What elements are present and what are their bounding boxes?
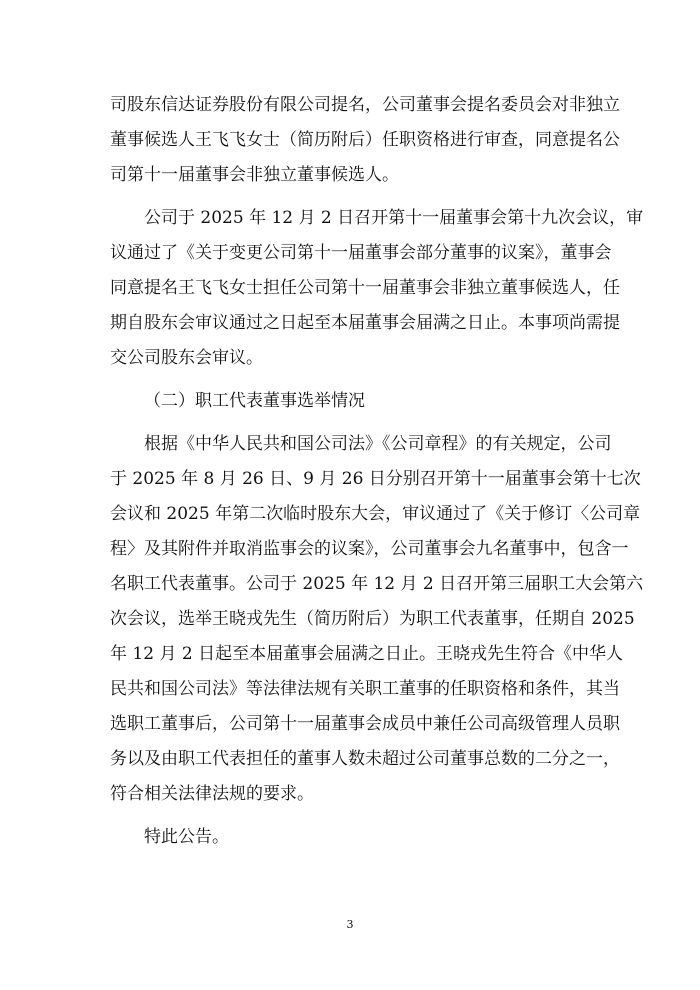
text-line: 于 2025 年 8 月 26 日、9 月 26 日分别召开第十一届董事会第十七次	[110, 469, 641, 489]
page-number: 3	[346, 918, 354, 931]
paragraph-nominee-review	[110, 88, 620, 193]
text-line: 交公司股东会审议。	[110, 348, 263, 368]
text-line: 董事候选人王飞飞女士（简历附后）任职资格进行审查，同意提名公	[110, 130, 620, 150]
text-line: 特此公告。	[144, 827, 229, 847]
text-line: 司第十一届董事会非独立董事候选人。	[110, 165, 399, 185]
paragraph-employee-director	[110, 427, 644, 812]
closing-statement	[110, 820, 594, 855]
document-body	[110, 88, 644, 855]
text-line: 同意提名王飞飞女士担任公司第十一届董事会非独立董事候选人，任	[110, 278, 620, 298]
text-line: 会议和 2025 年第二次临时股东大会，审议通过了《关于修订〈公司章	[110, 504, 641, 524]
section-heading	[110, 384, 594, 419]
text-line: 民共和国公司法》等法律法规有关职工董事的任职资格和条件，其当	[110, 679, 620, 699]
text-line: 务以及由职工代表担任的董事人数未超过公司董事总数的二分之一，	[110, 749, 620, 769]
text-line: 议通过了《关于变更公司第十一届董事会部分董事的议案》，董事会	[110, 243, 612, 263]
paragraph-board-meeting	[110, 201, 644, 376]
text-line: 根据《中华人民共和国公司法》《公司章程》的有关规定，公司	[144, 434, 612, 454]
text-line: 次会议，选举王晓戎先生（简历附后）为职工代表董事，任期自 2025	[110, 609, 635, 629]
text-line: 年 12 月 2 日起至本届董事会届满之日止。王晓戎先生符合《中华人	[110, 644, 624, 664]
text-line: 程〉及其附件并取消监事会的议案》，公司董事会九名董事中，包含一	[110, 539, 629, 559]
heading-text: （二）职工代表董事选举情况	[144, 391, 365, 411]
text-line: 符合相关法律法规的要求。	[110, 784, 314, 804]
text-line: 司股东信达证券股份有限公司提名，公司董事会提名委员会对非独立	[110, 95, 620, 115]
text-line: 公司于 2025 年 12 月 2 日召开第十一届董事会第十九次会议，审	[144, 208, 644, 228]
text-line: 期自股东会审议通过之日起至本届董事会届满之日止。本事项尚需提	[110, 313, 620, 333]
text-line: 选职工董事后，公司第十一届董事会成员中兼任公司高级管理人员职	[110, 714, 620, 734]
text-line: 名职工代表董事。公司于 2025 年 12 月 2 日召开第三届职工大会第六	[110, 574, 644, 594]
